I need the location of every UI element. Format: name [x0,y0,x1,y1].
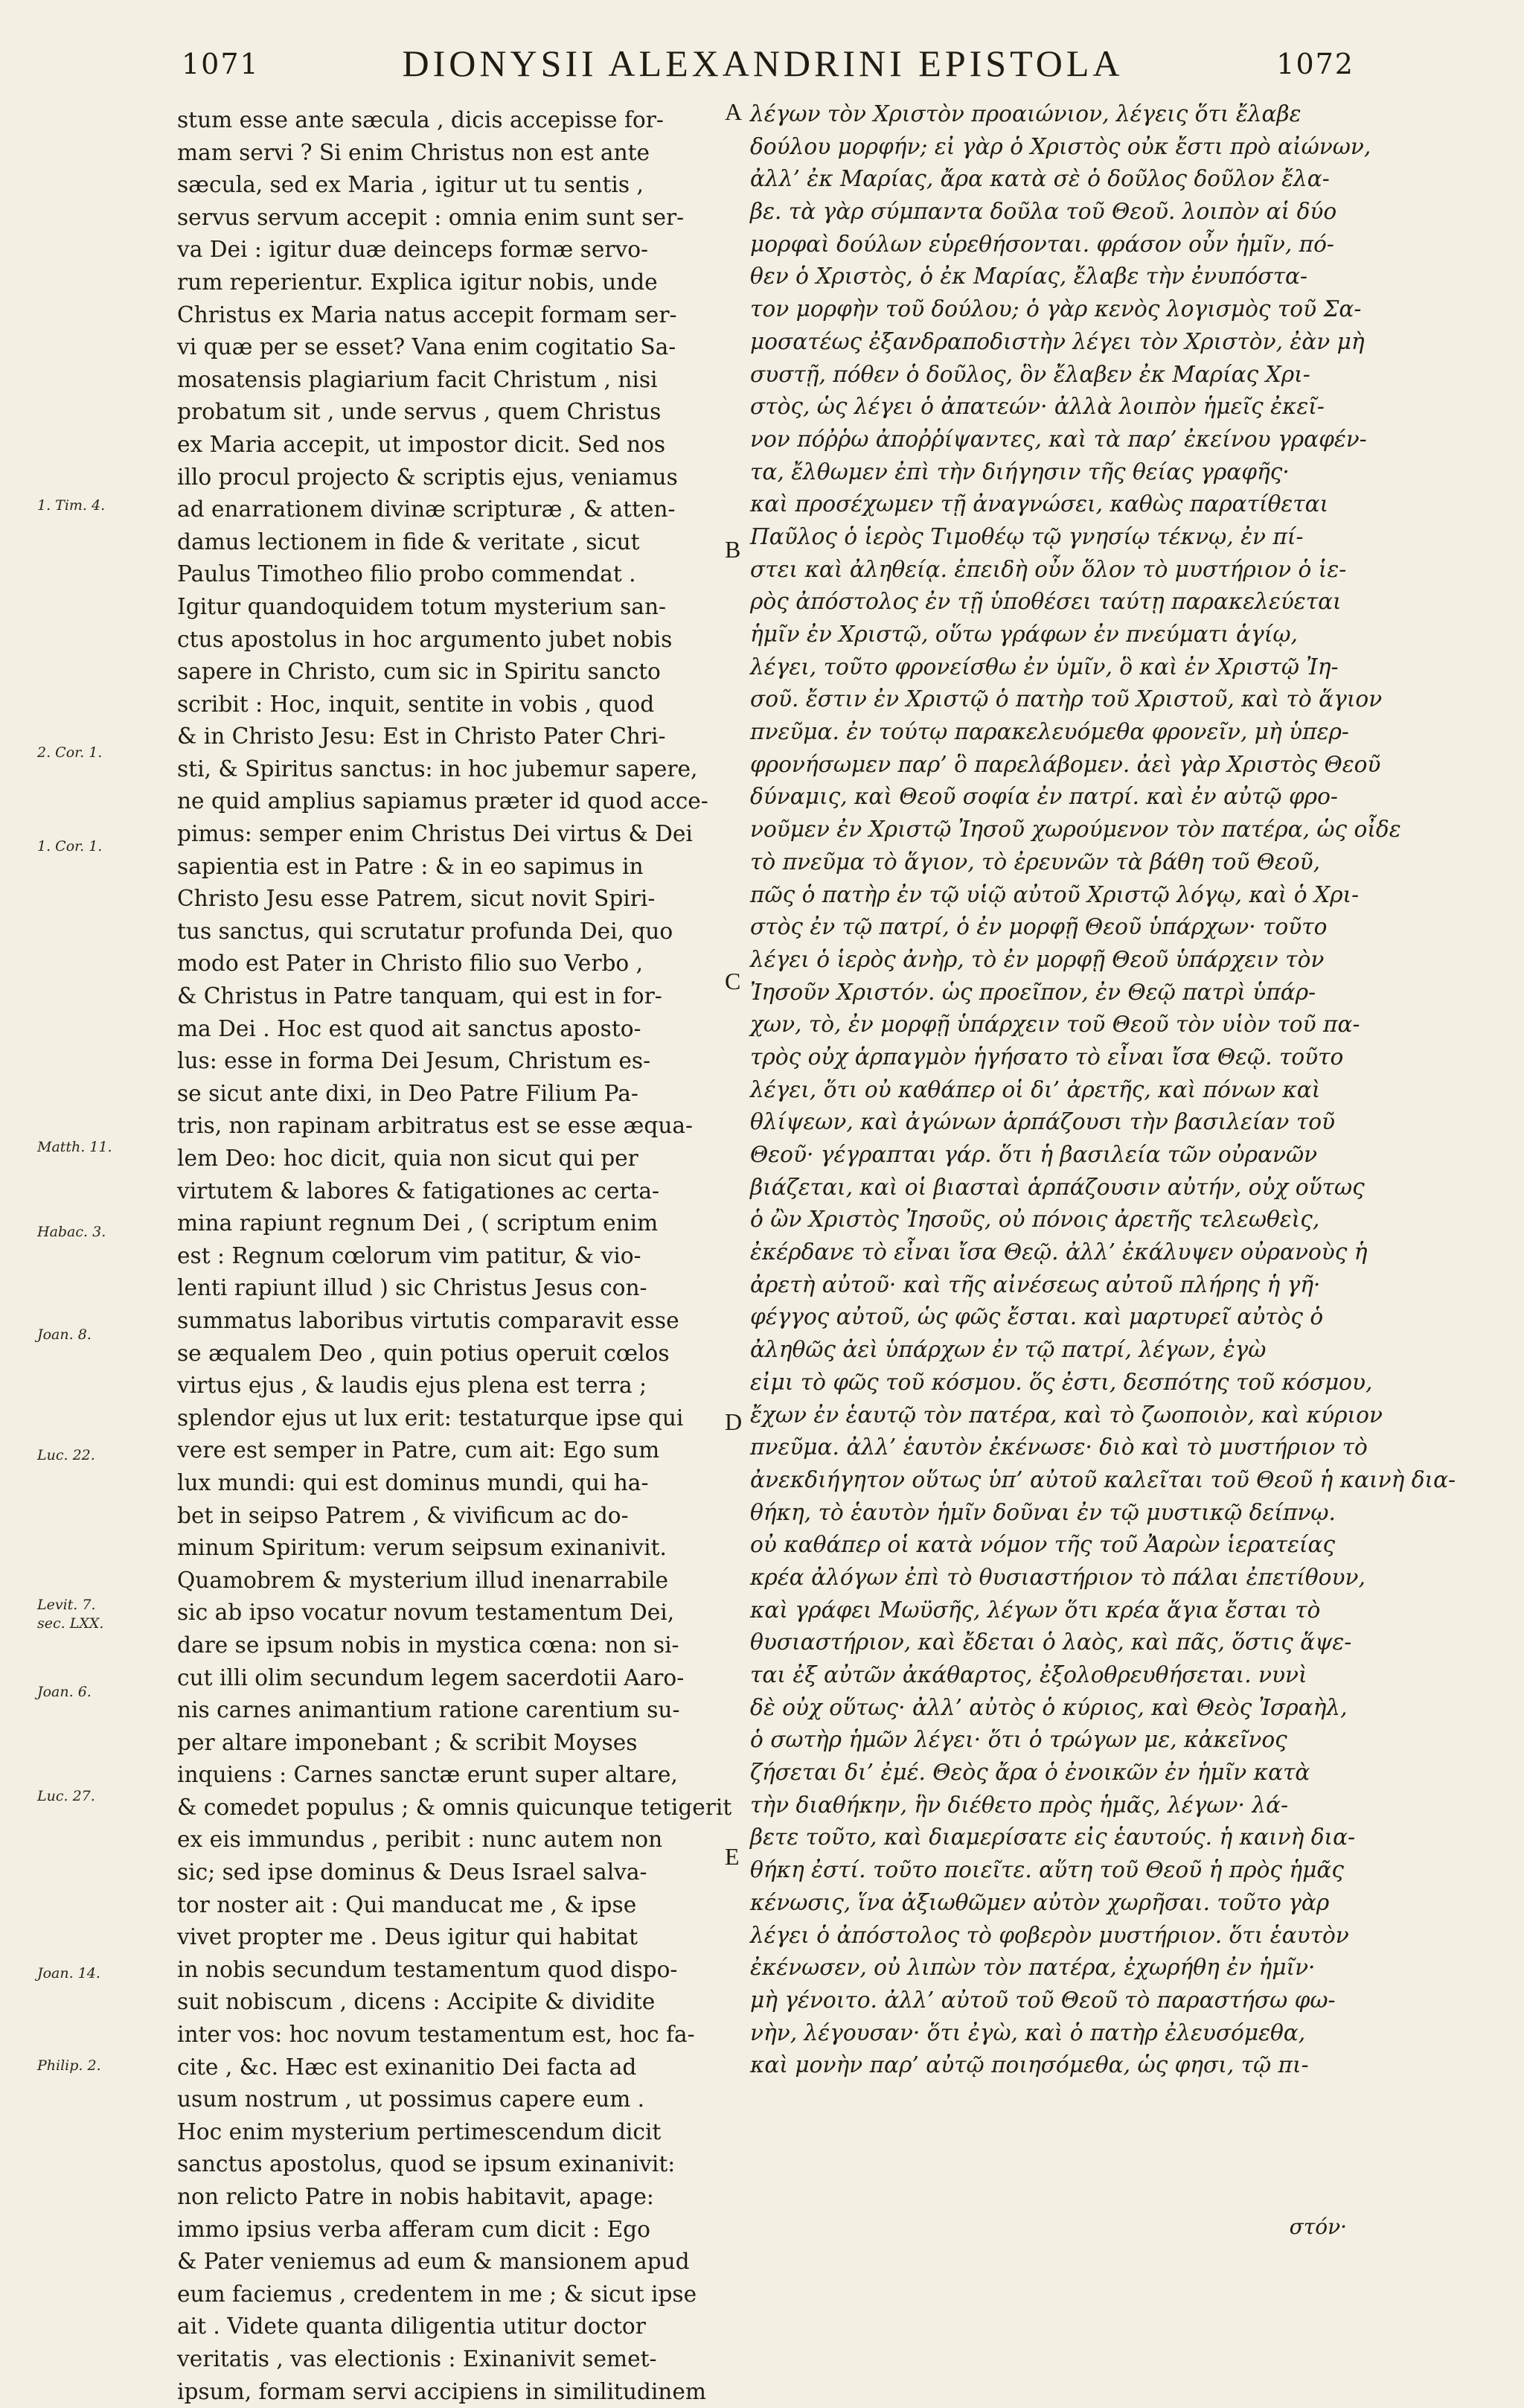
latin-text-line: mosatensis plagiarium facit Christum , nisi [177,366,658,392]
greek-text-line: καὶ προσέχωμεν τῇ ἀναγνώσει, καθὼς παρατίθεται [750,491,1329,517]
greek-text-line: φέγγος αὐτοῦ, ὡς φῶς ἔσται. καὶ μαρτυρεῖ αὐτὸς ὁ [750,1304,1324,1330]
greek-text-line: λέγει, ὅτι οὐ καθάπερ οἱ δι’ ἀρετῆς, καὶ πόνων καὶ [750,1076,1321,1102]
greek-text-line: θυσιαστήριον, καὶ ἔδεται ὁ λαὸς, καὶ πᾶς, ὅστις ἅψε- [750,1629,1352,1655]
latin-text-line: sti, & Spiritus sanctus: in hoc jubemur sapere, [177,756,698,782]
margin-reference: Levit. 7. [37,1597,96,1613]
latin-text-line: & Pater veniemus ad eum & mansionem apud [177,2249,690,2275]
latin-text-line: Paulus Timotheo filio probo commendat . [177,561,636,587]
latin-text-line: Christo Jesu esse Patrem, sicut novit Spiri- [177,886,656,912]
latin-text-line: illo procul projecto & scriptis ejus, veniamus [177,464,678,490]
greek-text-line: νὴν, λέγουσαν· ὅτι ἐγὼ, καὶ ὁ πατὴρ ἐλευσόμεθα, [750,2019,1306,2045]
latin-text-line: rum reperientur. Explica igitur nobis, unde [177,269,658,295]
greek-text-line: ἀληθῶς ἀεὶ ὑπάρχων ἐν τῷ πατρί, λέγων, ἐγὼ [750,1337,1267,1363]
margin-reference: Philip. 2. [37,2057,101,2074]
greek-text-line: ρὸς ἀπόστολος ἐν τῇ ὑποθέσει ταύτῃ παρακελεύεται [750,589,1342,615]
latin-text-line: se æqualem Deo , quin potius operuit cœlos [177,1340,670,1366]
greek-text-line: νοῦμεν ἐν Χριστῷ Ἰησοῦ χωρούμενον τὸν πατέρα, ὡς οἶδε [750,817,1401,843]
greek-text-line: κένωσις, ἵνα ἀξιωθῶμεν αὐτὸν χωρῆσαι. τοῦτο γὰρ [750,1889,1330,1915]
latin-text-line: & in Christo Jesu: Est in Christo Pater Chri- [177,724,666,750]
latin-text-line: usum nostrum , ut possimus capere eum . [177,2086,645,2112]
latin-text-line: tris, non rapinam arbitratus est se esse æqua- [177,1113,694,1139]
latin-text-line: dare se ipsum nobis in mystica cœna: non si- [177,1632,679,1658]
section-letter: E [725,1843,740,1870]
latin-text-line: ctus apostolus in hoc argumento jubet nobis [177,626,673,652]
greek-text-line: καὶ γράφει Μωϋσῆς, λέγων ὅτι κρέα ἅγια ἔσται τὸ [750,1597,1321,1623]
latin-text-line: lenti rapiunt illud ) sic Christus Jesus con- [177,1275,647,1301]
greek-text-line: μοσατέως ἐξανδραποδιστὴν λέγει τὸν Χριστὸν, ἐὰν μὴ [750,328,1365,354]
latin-text-line: vivet propter me . Deus igitur qui habitat [177,1924,638,1950]
latin-text-line: virtutem & labores & fatigationes ac certa- [177,1178,660,1204]
latin-text-line: mina rapiunt regnum Dei , ( scriptum enim [177,1210,659,1236]
greek-text-line: θήκη, τὸ ἑαυτὸν ἡμῖν δοῦναι ἐν τῷ μυστικῷ δείπνῳ. [750,1499,1336,1525]
latin-text-line: ex Maria accepit, ut impostor dicit. Sed nos [177,431,666,457]
greek-text-line: δὲ οὐχ οὕτως· ἀλλ’ αὐτὸς ὁ κύριος, καὶ Θεὸς Ἰσραὴλ, [750,1694,1348,1720]
latin-text-line: & Christus in Patre tanquam, qui est in for- [177,983,662,1009]
greek-text-line: ζήσεται δι’ ἐμέ. Θεὸς ἄρα ὁ ἐνοικῶν ἐν ἡμῖν κατὰ [750,1760,1310,1786]
latin-text-line: sæcula, sed ex Maria , igitur ut tu sentis , [177,172,644,198]
page-number-left: 1071 [182,48,260,80]
greek-text-line: φρονήσωμεν παρ’ ὃ παρελάβομεν. ἀεὶ γὰρ Χριστὸς Θεοῦ [750,751,1381,777]
greek-text-line: καὶ μονὴν παρ’ αὐτῷ ποιησόμεθα, ὡς φησι, τῷ πι- [750,2052,1309,2078]
latin-text-line: cut illi olim secundum legem sacerdotii Aaro- [177,1664,685,1690]
latin-text-line: probatum sit , unde servus , quem Christus [177,399,662,425]
greek-text-line: νον πόῤῥω ἀποῤῥίψαντες, καὶ τὰ παρ’ ἐκείνου γραφέν- [750,426,1367,452]
latin-column [177,104,737,2408]
greek-text-line: σοῦ. ἔστιν ἐν Χριστῷ ὁ πατὴρ τοῦ Χριστοῦ, καὶ τὸ ἅγιον [750,686,1383,712]
greek-text-line: Θεοῦ· γέγραπται γάρ. ὅτι ἡ βασιλεία τῶν οὐρανῶν [750,1142,1318,1167]
latin-text-line: ma Dei . Hoc est quod ait sanctus aposto- [177,1015,641,1041]
latin-text-line: stum esse ante sæcula , dicis accepisse for- [177,107,664,132]
margin-reference: 1. Tim. 4. [37,497,106,514]
margin-reference: Joan. 6. [37,1684,92,1700]
latin-text-line: lem Deo: hoc dicit, quia non sicut qui per [177,1146,638,1171]
latin-text-line: inquiens : Carnes sanctæ erunt super altare, [177,1762,678,1788]
greek-text-line: πνεῦμα. ἀλλ’ ἑαυτὸν ἐκένωσε· διὸ καὶ τὸ μυστήριον τὸ [750,1434,1368,1460]
greek-text-line: θήκη ἐστί. τοῦτο ποιεῖτε. αὕτη τοῦ Θεοῦ ἡ πρὸς ἡμᾶς [750,1857,1344,1883]
running-title: DIONYSII ALEXANDRINI EPISTOLA [402,42,1124,84]
latin-text-line: non relicto Patre in nobis habitavit, apage: [177,2184,654,2209]
greek-text-line: ἀλλ’ ἐκ Μαρίας, ἄρα κατὰ σὲ ὁ δοῦλος δοῦλον ἔλα- [750,166,1330,192]
greek-text-line: δούλου μορφήν; εἰ γὰρ ὁ Χριστὸς οὐκ ἔστι πρὸ αἰώνων, [750,133,1371,159]
greek-text-line: τον μορφὴν τοῦ δούλου; ὁ γὰρ κενὸς λογισμὸς τοῦ Σα- [750,296,1362,322]
greek-text-line: ἡμῖν ἐν Χριστῷ, οὕτω γράφων ἐν πνεύματι ἁγίῳ, [750,622,1298,647]
latin-text-line: Quamobrem & mysterium illud inenarrabile [177,1567,669,1593]
margin-reference: sec. LXX. [37,1615,104,1632]
latin-text-line: sapere in Christo, cum sic in Spiritu sancto [177,659,661,685]
latin-text-line: damus lectionem in fide & veritate , sicut [177,528,640,555]
margin-reference: 2. Cor. 1. [37,744,103,761]
margin-reference: Habac. 3. [37,1224,106,1240]
latin-text-line: vere est semper in Patre, cum ait: Ego sum [177,1437,660,1463]
margin-reference: Luc. 22. [37,1447,95,1463]
latin-text-line: scribit : Hoc, inquit, sentite in vobis , quod [177,691,655,717]
greek-text-line: ται ἐξ αὐτῶν ἀκάθαρτος, ἐξολοθρευθήσεται. νυνὶ [750,1662,1307,1687]
latin-text-line: vi quæ per se esset? Vana enim cogitatio Sa- [177,334,676,360]
section-letter: B [725,536,741,563]
latin-text-line: sic ab ipso vocatur novum testamentum Dei, [177,1600,675,1626]
greek-text-line: βε. τὰ γὰρ σύμπαντα δοῦλα τοῦ Θεοῦ. λοιπὸν αἱ δύο [750,199,1337,225]
latin-text-line: sic; sed ipse dominus & Deus Israel salva- [177,1859,647,1885]
greek-text-line: Ἰησοῦν Χριστόν. ὡς προεῖπον, ἐν Θεῷ πατρὶ ὑπάρ- [750,979,1316,1005]
latin-text-line: summatus laboribus virtutis comparavit esse [177,1307,679,1333]
catchword: στόν· [1289,2214,1347,2239]
latin-text-line: Christus ex Maria natus accepit formam ser- [177,301,677,328]
latin-text-line: ipsum, formam servi accipiens in similitudinem [177,2378,706,2404]
latin-text-line: minum Spiritum: verum seipsum exinanivit. [177,1535,667,1561]
greek-text-line: ἐκένωσεν, οὐ λιπὼν τὸν πατέρα, ἐχωρήθη ἐν ἡμῖν· [750,1955,1316,1981]
greek-text-line: βιάζεται, καὶ οἱ βιασταὶ ἁρπάζουσιν αὐτήν, οὐχ οὕτως [750,1174,1365,1200]
latin-text-line: bet in seipso Patrem , & vivificum ac do- [177,1502,629,1528]
greek-text-line: συστῇ, πόθεν ὁ δοῦλος, ὃν ἔλαβεν ἐκ Μαρίας Χρι- [750,361,1310,387]
latin-text-line: cite , &c. Hæc est exinanitio Dei facta ad [177,2054,637,2080]
latin-text-line: va Dei : igitur duæ deinceps formæ servo- [177,237,649,263]
latin-text-line: lux mundi: qui est dominus mundi, qui ha- [177,1469,649,1495]
margin-reference: 1. Cor. 1. [37,838,103,855]
greek-text-line: λέγει ὁ ἱερὸς ἀνὴρ, τὸ ἐν μορφῇ Θεοῦ ὑπάρχειν τὸν [750,946,1325,972]
greek-text-line: ἀρετὴ αὐτοῦ· καὶ τῆς αἰνέσεως αὐτοῦ πλήρης ἡ γῆ· [750,1271,1321,1297]
greek-text-line: στὸς ἐν τῷ πατρί, ὁ ἐν μορφῇ Θεοῦ ὑπάρχων· τοῦτο [750,914,1328,940]
greek-text-line: δύναμις, καὶ Θεοῦ σοφία ἐν πατρί. καὶ ἐν αὐτῷ φρο- [750,784,1338,810]
section-letter: C [725,968,741,994]
section-letter: D [725,1408,743,1435]
greek-text-line: κρέα ἀλόγων ἐπὶ τὸ θυσιαστήριον τὸ πάλαι ἐπετίθουν, [750,1564,1365,1590]
section-letter: A [725,98,743,125]
greek-text-line: θλίψεων, καὶ ἀγώνων ἁρπάζουσι τὴν βασιλείαν τοῦ [750,1109,1335,1135]
greek-text-line: στει καὶ ἀληθείᾳ. ἐπειδὴ οὖν ὅλον τὸ μυστήριον ὁ ἱε- [750,556,1347,582]
latin-text-line: servus servum accepit : omnia enim sunt ser- [177,204,685,230]
latin-text-line: lus: esse in forma Dei Jesum, Christum es- [177,1048,651,1074]
latin-text-line: & comedet populus ; & omnis quicunque tetigerit [177,1794,732,1820]
margin-reference: Luc. 27. [37,1788,95,1804]
latin-text-line: nis carnes animantium ratione carentium su- [177,1697,680,1723]
greek-text-line: πῶς ὁ πατὴρ ἐν τῷ υἱῷ αὐτοῦ Χριστῷ λόγῳ, καὶ ὁ Χρι- [750,881,1360,907]
greek-text-line: ἔχων ἐν ἑαυτῷ τὸν πατέρα, καὶ τὸ ζωοποιὸν, καὶ κύριον [750,1402,1383,1428]
latin-text-line: ad enarrationem divinæ scripturæ , & atten- [177,496,676,523]
latin-text-line: Hoc enim mysterium pertimescendum dicit [177,2118,662,2144]
margin-reference: Joan. 8. [37,1326,92,1343]
greek-text-line: πνεῦμα. ἐν τούτῳ παρακελευόμεθα φρονεῖν, μὴ ὑπερ- [750,719,1349,745]
latin-text-line: suit nobiscum , dicens : Accipite & dividite [177,1989,656,2015]
greek-text-line: λέγει, τοῦτο φρονείσθω ἐν ὑμῖν, ὃ καὶ ἐν Χριστῷ Ἰη- [750,654,1339,680]
latin-text-line: veritatis , vas electionis : Exinanivit semet- [177,2345,657,2372]
latin-text-line: tus sanctus, qui scrutatur profunda Dei, quo [177,918,673,944]
latin-text-line: in nobis secundum testamentum quod dispo- [177,1956,678,1982]
latin-text-line: virtus ejus , & laudis ejus plena est terra ; [177,1373,647,1399]
latin-text-line: tor noster ait : Qui manducat me , & ipse [177,1891,637,1917]
greek-text-line: λέγει ὁ ἀπόστολος τὸ φοβερὸν μυστήριον. ὅτι ἑαυτὸν [750,1922,1349,1948]
greek-text-line: ὁ σωτὴρ ἡμῶν λέγει· ὅτι ὁ τρώγων με, κἀκεῖνος [750,1727,1287,1753]
page-number-right: 1072 [1276,48,1354,80]
latin-text-line: Igitur quandoquidem totum mysterium san- [177,593,667,619]
latin-text-line: mam servi ? Si enim Christus non est ante [177,139,650,165]
latin-text-line: pimus: semper enim Christus Dei virtus & Dei [177,821,693,847]
greek-text-line: βετε τοῦτο, καὶ διαμερίσατε εἰς ἑαυτούς. ἡ καινὴ δια- [750,1824,1356,1850]
greek-text-line: τὸ πνεῦμα τὸ ἅγιον, τὸ ἐρευνῶν τὰ βάθη τοῦ Θεοῦ, [750,849,1321,875]
greek-text-line: τρὸς οὐχ ἁρπαγμὸν ἡγήσατο τὸ εἶναι ἴσα Θεῷ. τοῦτο [750,1044,1344,1070]
latin-text-line: ex eis immundus , peribit : nunc autem non [177,1827,663,1853]
greek-text-line: χων, τὸ, ἐν μορφῇ ὑπάρχειν τοῦ Θεοῦ τὸν υἱὸν τοῦ πα- [750,1012,1360,1038]
latin-text-line: sanctus apostolus, quod se ipsum exinanivit: [177,2151,676,2177]
greek-text-line: στὸς, ὡς λέγει ὁ ἀπατεών· ἀλλὰ λοιπὸν ἡμεῖς ἐκεῖ- [750,394,1325,420]
greek-text-line: εἰμι τὸ φῶς τοῦ κόσμου. ὅς ἐστι, δεσπότης τοῦ κόσμου, [750,1369,1373,1395]
latin-text-line: immo ipsius verba afferam cum dicit : Ego [177,2216,650,2242]
greek-text-line: τὴν διαθήκην, ἣν διέθετο πρὸς ἡμᾶς, λέγων· λά- [750,1792,1289,1818]
greek-text-line: λέγων τὸν Χριστὸν προαιώνιον, λέγεις ὅτι ἔλαβε [750,101,1302,127]
latin-text-line: est : Regnum cœlorum vim patitur, & vio- [177,1242,641,1268]
margin-notes [0,0,164,2287]
latin-text-line: per altare imponebant ; & scribit Moyses [177,1729,638,1755]
greek-text-line: τα, ἔλθωμεν ἐπὶ τὴν διήγησιν τῆς θείας γραφῆς· [750,459,1290,485]
latin-text-line: inter vos: hoc novum testamentum est, hoc fa- [177,2022,695,2048]
greek-text-line: θεν ὁ Χριστὸς, ὁ ἐκ Μαρίας, ἔλαβε τὴν ἐνυπόστα- [750,264,1307,290]
greek-text-line: ἐκέρδανε τὸ εἶναι ἴσα Θεῷ. ἀλλ’ ἐκάλυψεν οὐρανοὺς ἡ [750,1239,1368,1265]
greek-text-line: ὁ ὢν Χριστὸς Ἰησοῦς, οὐ πόνοις ἀρετῆς τελεωθεὶς, [750,1207,1320,1233]
latin-text-line: ait . Videte quanta diligentia utitur doctor [177,2313,646,2340]
greek-text-line: Παῦλος ὁ ἱερὸς Τιμοθέῳ τῷ γνησίῳ τέκνῳ, ἐν πί- [750,523,1304,549]
greek-text-line: μορφαὶ δούλων εὑρεθήσονται. φράσον οὖν ἡμῖν, πό- [750,231,1334,257]
greek-text-line: οὐ καθάπερ οἱ κατὰ νόμον τῆς τοῦ Ἀαρὼν ἱερατείας [750,1532,1336,1558]
greek-text-line: ἀνεκδιήγητον οὕτως ὑπ’ αὐτοῦ καλεῖται τοῦ Θεοῦ ἡ καινὴ δια- [750,1466,1456,1492]
greek-text-line: μὴ γένοιτο. ἀλλ’ αὐτοῦ τοῦ Θεοῦ τὸ παραστήσω φω- [750,1987,1336,2013]
latin-text-line: splendor ejus ut lux erit: testaturque ipse qui [177,1405,684,1431]
latin-text-line: sapientia est in Patre : & in eo sapimus in [177,853,644,879]
latin-text-line: se sicut ante dixi, in Deo Patre Filium Pa- [177,1080,638,1106]
margin-reference: Joan. 14. [37,1965,100,1981]
latin-text-line: eum faciemus , credentem in me ; & sicut ipse [177,2281,697,2307]
greek-column [750,98,1456,2082]
margin-reference: Matth. 11. [37,1139,112,1155]
latin-text-line: modo est Pater in Christo filio suo Verbo , [177,951,644,977]
latin-text-line: ne quid amplius sapiamus præter id quod acce- [177,788,708,814]
